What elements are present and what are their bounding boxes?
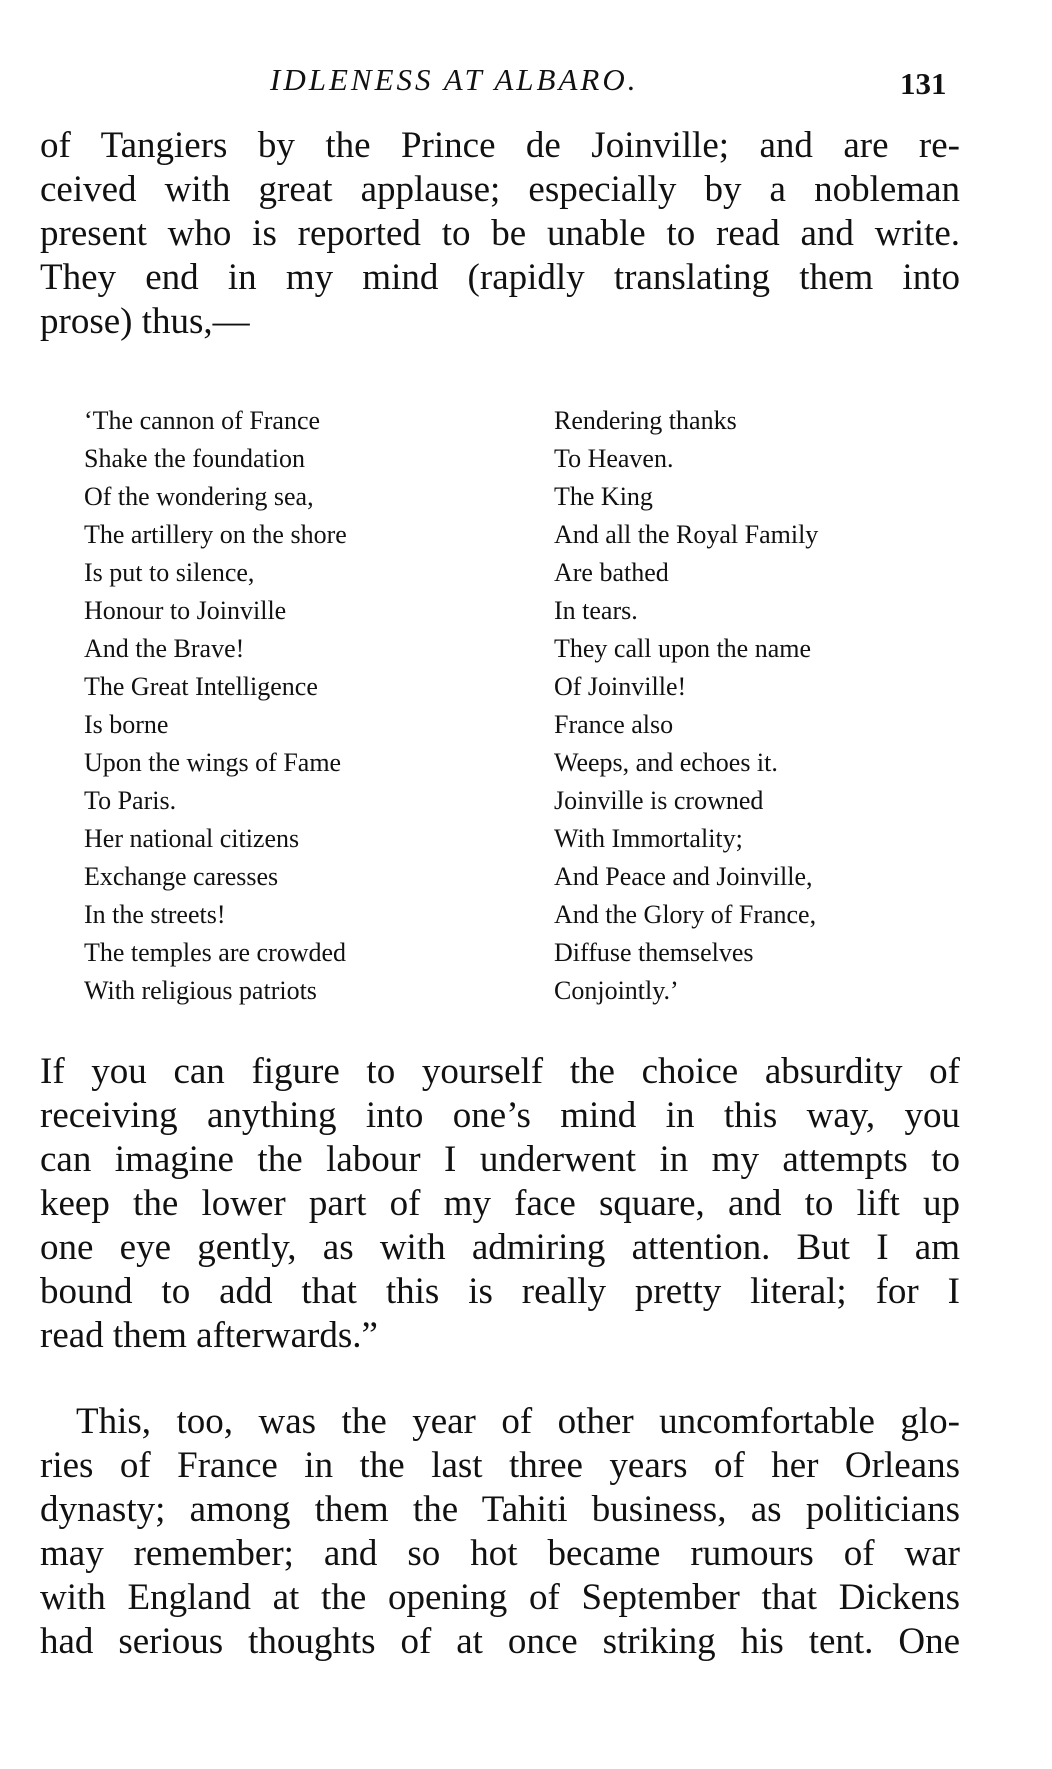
poem-line: The temples are crowded <box>84 938 347 967</box>
poem-line: And Peace and Joinville, <box>554 862 813 891</box>
poem-line: Honour to Joinville <box>84 596 287 625</box>
text-line: ceived with great applause; especially by a nobleman <box>40 169 960 210</box>
text-line: present who is reported to be unable to read and write. <box>40 213 960 254</box>
poem-line: Shake the foundation <box>84 444 305 473</box>
paragraph-3 <box>40 1400 960 1664</box>
poem-line: With religious patriots <box>84 976 317 1005</box>
text-line: This, too, was the year of other uncomfortable glo- <box>76 1401 960 1442</box>
poem-line: To Heaven. <box>554 444 674 473</box>
poem-line: Is borne <box>84 710 169 739</box>
poem-line: Are bathed <box>554 558 669 587</box>
poem-line: Exchange caresses <box>84 862 279 891</box>
poem-line: To Paris. <box>84 786 177 815</box>
text-line: bound to add that this is really pretty literal; for I <box>40 1271 960 1312</box>
poem-line: The Great Intelligence <box>84 672 318 701</box>
poem-line: With Immortality; <box>554 824 743 853</box>
poem-line: Conjointly.’ <box>554 976 679 1005</box>
text-line: ries of France in the last three years of her Orleans <box>40 1445 960 1486</box>
text-line: had serious thoughts of at once striking his tent. One <box>40 1621 960 1662</box>
poem-line: Weeps, and echoes it. <box>554 748 778 777</box>
poem-line: Rendering thanks <box>554 406 737 435</box>
text-line: They end in my mind (rapidly translating them into <box>40 257 960 298</box>
page-header <box>0 62 1052 106</box>
poem-line: Diffuse themselves <box>554 938 754 967</box>
poem-line: France also <box>554 710 674 739</box>
poem-line: They call upon the name <box>554 634 812 663</box>
paragraph-2 <box>40 1050 960 1358</box>
text-line: read them afterwards.” <box>40 1315 378 1356</box>
text-line: If you can figure to yourself the choice absurdity of <box>40 1051 960 1092</box>
running-title: IDLENESS AT ALBARO. <box>270 62 639 97</box>
page-number: 131 <box>900 66 947 101</box>
text-line: receiving anything into one’s mind in this way, you <box>40 1095 960 1136</box>
text-line: of Tangiers by the Prince de Joinville; and are re- <box>40 125 960 166</box>
text-line: may remember; and so hot became rumours of war <box>40 1533 960 1574</box>
poem-line: Upon the wings of Fame <box>84 748 342 777</box>
poem-line: Joinville is crowned <box>554 786 764 815</box>
text-line: can imagine the labour I underwent in my attempts to <box>40 1139 960 1180</box>
poem-line: In tears. <box>554 596 638 625</box>
poem-line: Her national citizens <box>84 824 300 853</box>
text-line: keep the lower part of my face square, and to lift up <box>40 1183 960 1224</box>
text-line: prose) thus,— <box>40 301 250 342</box>
poem-line: The King <box>554 482 653 511</box>
poem-right-column <box>554 402 818 1010</box>
poem-line: Of the wondering sea, <box>84 482 314 511</box>
poem-line: Is put to silence, <box>84 558 255 587</box>
poem-line: In the streets! <box>84 900 226 929</box>
text-line: one eye gently, as with admiring attention. But I am <box>40 1227 960 1268</box>
paragraph-1 <box>40 124 960 344</box>
poem-line: And all the Royal Family <box>554 520 819 549</box>
poem-line: Of Joinville! <box>554 672 687 701</box>
poem-left-column <box>84 402 347 1010</box>
poem-line: The artillery on the shore <box>84 520 347 549</box>
poem-line: ‘The cannon of France <box>84 406 321 435</box>
text-line: with England at the opening of September that Dickens <box>40 1577 960 1618</box>
text-line: dynasty; among them the Tahiti business, as politicians <box>40 1489 960 1530</box>
poem-line: And the Brave! <box>84 634 245 663</box>
poem-line: And the Glory of France, <box>554 900 817 929</box>
